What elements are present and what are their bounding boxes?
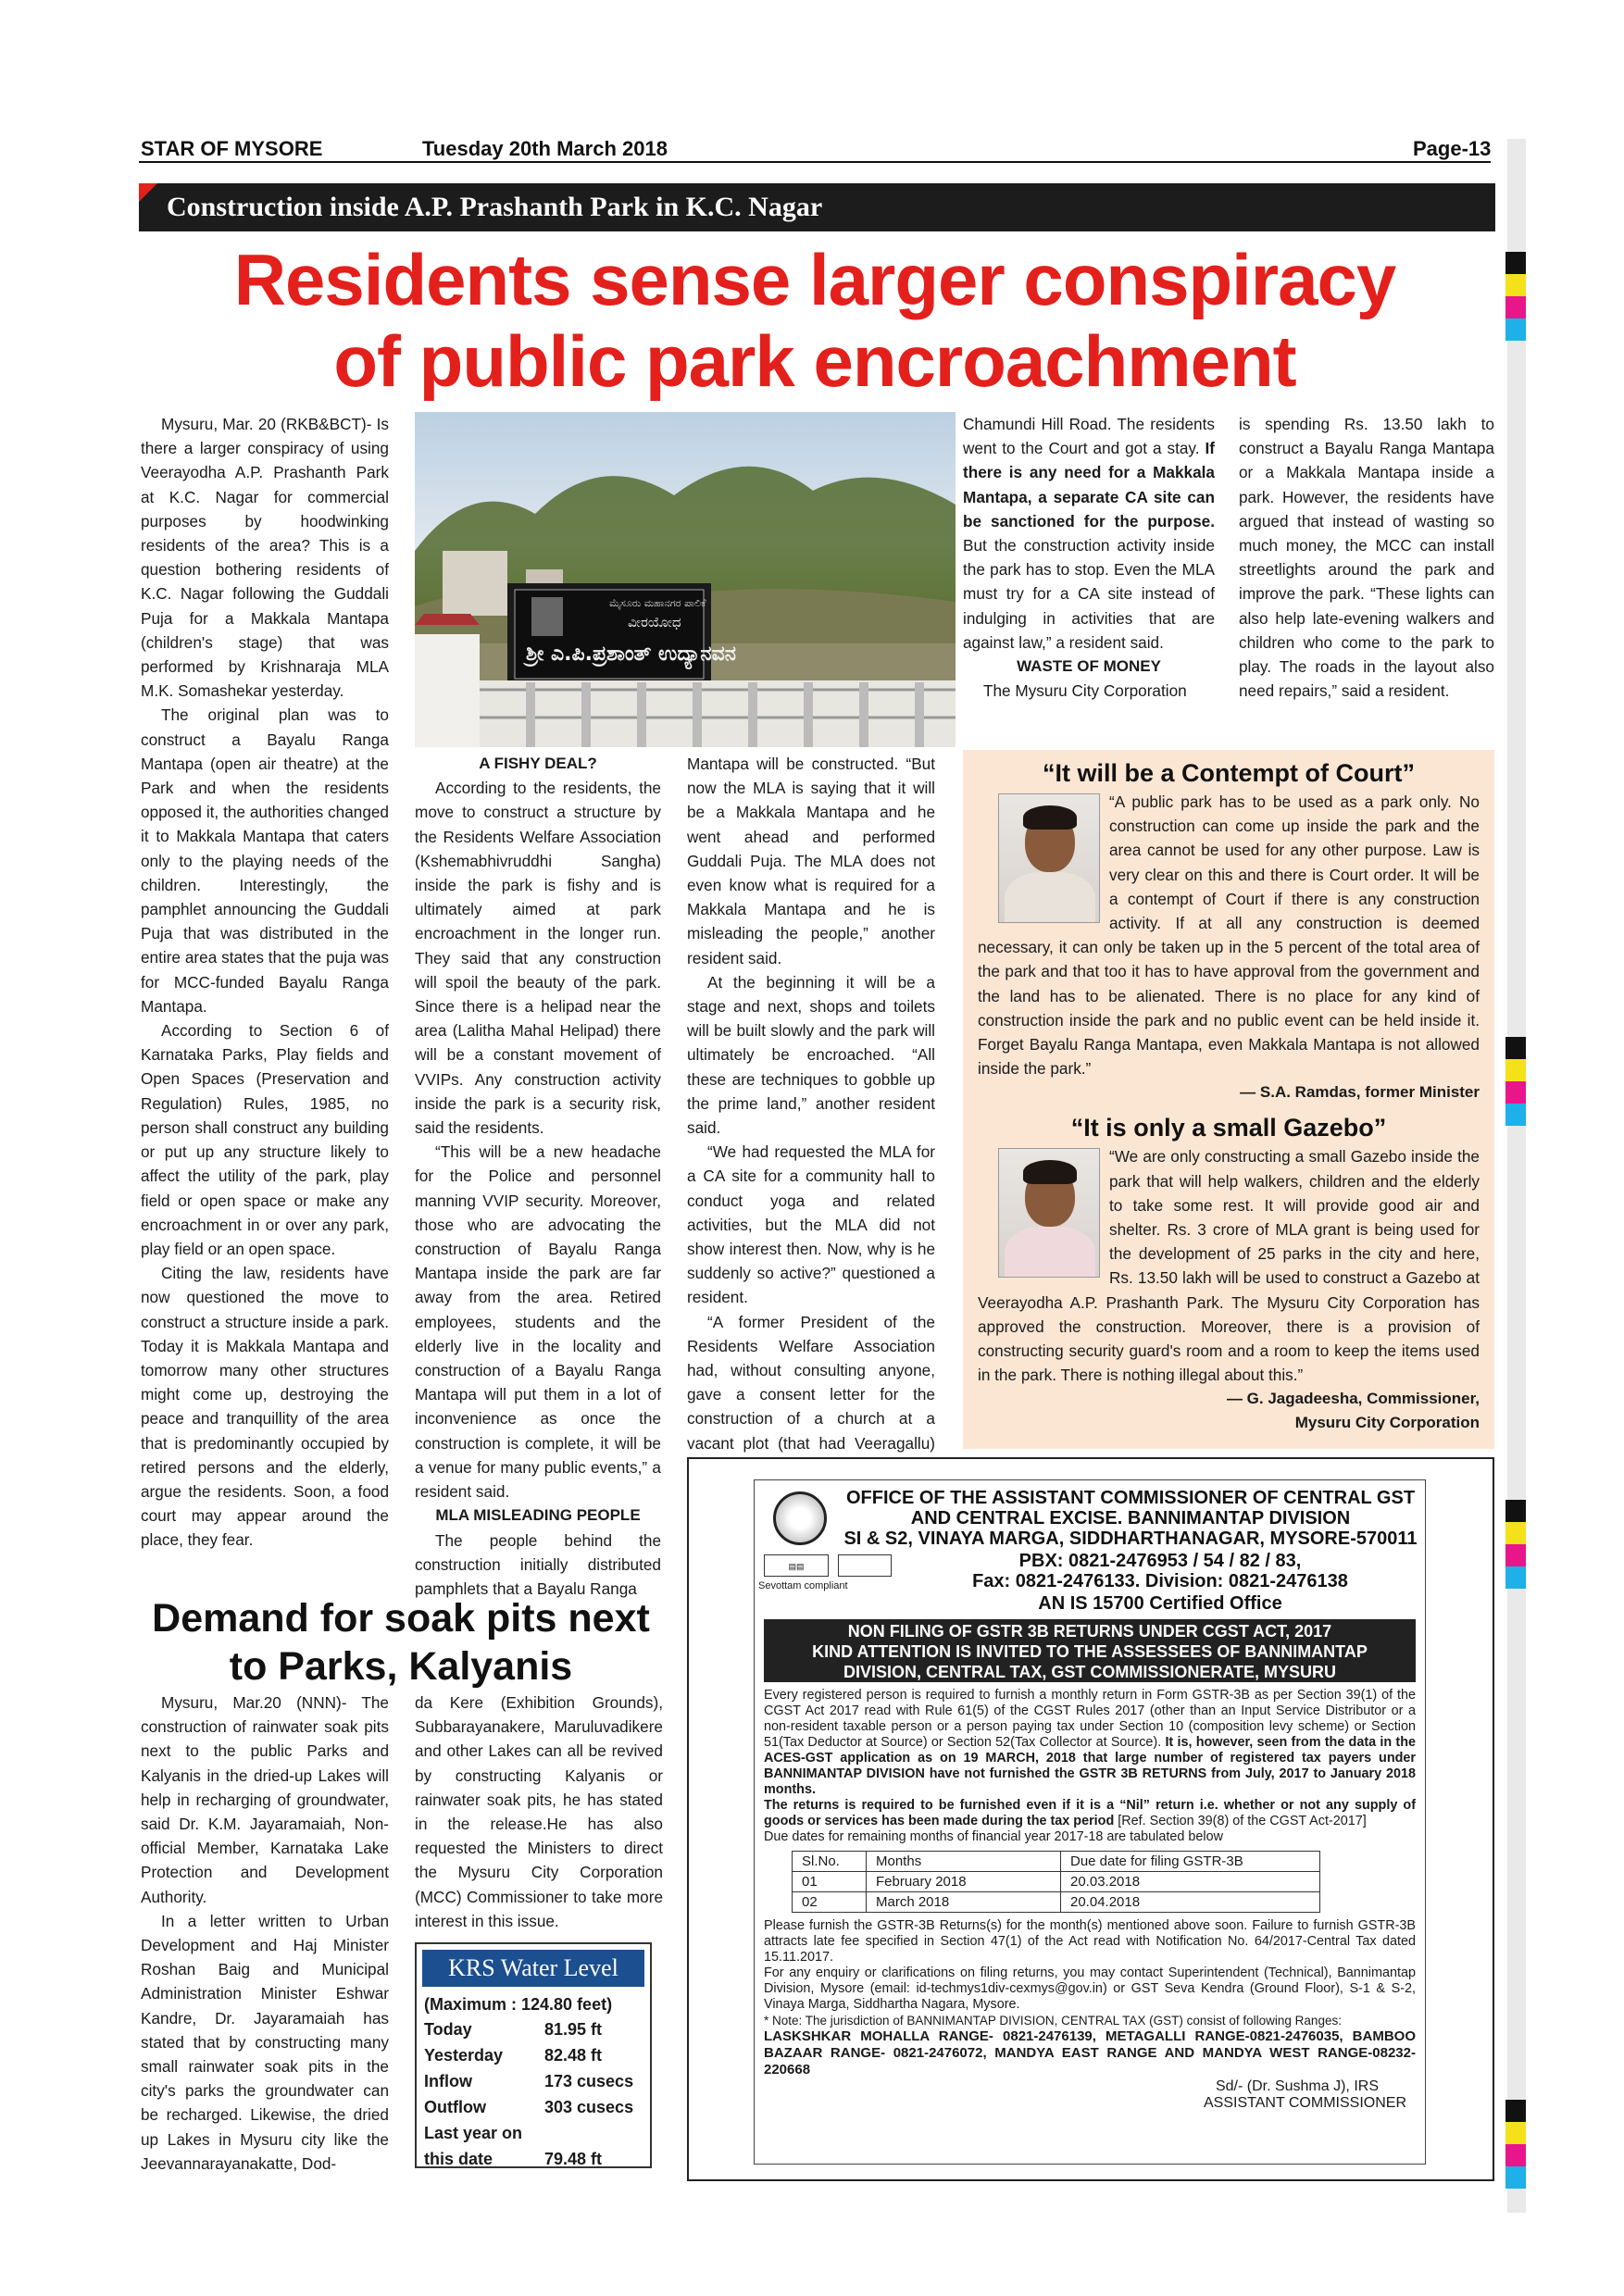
sign-line2: ವೀರಯೋಧ xyxy=(628,614,681,630)
headline-line2: of public park encroachment xyxy=(333,320,1296,402)
crop-mark xyxy=(1505,1500,1526,1589)
bold-run: It is, however, seen from the data in the ACES-GST application as on 19 MARCH, 2018 that large number of registered tax payers under BANNIMANTAP DIVISION have not furnished the GSTR 3B RETURNS from July, 2017 to January 2018 months. xyxy=(764,1735,1416,1797)
krs-label: Last year on xyxy=(424,2124,523,2142)
ad-pbx: PBX: 0821-2476953 / 54 / 82 / 83, xyxy=(1018,1551,1302,1571)
jagadeesha-photo xyxy=(998,1148,1100,1278)
story2-head-line1: Demand for soak pits next xyxy=(152,1596,650,1641)
bold-run: The returns is required to be furnished even if it is a “Nil” return i.e. whether or not any supply of goods or services has been made during the tax period xyxy=(764,1798,1416,1828)
paper-name: STAR OF MYSORE xyxy=(141,137,323,160)
story-column-2 xyxy=(415,752,661,1601)
nation-market-logo: ▤▤ xyxy=(764,1554,829,1577)
cell: 20.03.2018 xyxy=(1061,1872,1320,1892)
paragraph: Mantapa will be constructed. “But now the MLA is saying that it will be a Makkala Mantapa and he went ahead and performed Guddali Puja. The MLA does not even know what is required for a Makkala Mantapa and he is misleading the people,” another resident said. xyxy=(687,755,935,967)
ad-signature-title: ASSISTANT COMMISSIONER xyxy=(1204,2095,1406,2111)
story2-column-2 xyxy=(415,1691,663,1933)
table-row xyxy=(793,1892,1320,1913)
story2-column-1 xyxy=(141,1691,389,2176)
story2-headline xyxy=(137,1594,665,1691)
subhead-fishy-deal: A FISHY DEAL? xyxy=(479,755,597,772)
ad-note: * Note: The jurisdiction of BANNIMANTAP DIVISION, CENTRAL TAX (GST) consist of following Ranges: xyxy=(764,2014,1342,2028)
paragraph: “A former President of the Residents Welfare Association had, without consulting anyone, gave a consent letter for the construction of a church at a vacant plot (that had Veeragallu) xyxy=(687,1312,935,1453)
krs-label: Outflow xyxy=(424,2098,486,2116)
kicker-text: Construction inside A.P. Prashanth Park in K.C. Nagar xyxy=(167,192,823,222)
krs-value: 173 cusecs xyxy=(544,2072,634,2090)
krs-value: 303 cusecs xyxy=(544,2098,634,2116)
paragraph: At the beginning it will be a stage and next, shops and toilets will be built slowly and the park will ultimately be encroached. “All these are techniques to gobble up the prime land,” another resident said. xyxy=(687,972,935,1138)
krs-row xyxy=(424,2146,639,2172)
quote2-body: “We are only constructing a small Gazebo inside the park that will help walkers, children and the elderly to take some rest. It will provide good air and shelter. Rs. 3 crore of MLA grant is being used for the development of 25 parks in the city and here, Rs. 13.50 lakh will be used to construct a Gazebo at Veerayodha A.P. Prashanth Park. The Mysuru City Corporation has approved the construction. Moreover, there is a provision of constructing security guard's room and a room to keep the items used in the park. There is nothing illegal about this.” xyxy=(978,1147,1480,1385)
gst-advertisement xyxy=(687,1457,1494,2181)
cell: 20.04.2018 xyxy=(1061,1892,1320,1913)
text-run: Every registered person is required to furnish a monthly return in Form GSTR-3B as per Section 39(1) of the CGST Act 2017 read with Rule 61(5) of the CGST Rules 2017 (other than an Input Service Distributor or a non-resident taxable person or a person paying tax under Section 10 (composition levy scheme) or Section 51(Tax Deductor at Source) or Section 52(Tax Collector at Source). xyxy=(764,1688,1416,1750)
table-header xyxy=(793,1852,1320,1872)
crop-mark xyxy=(1505,1037,1526,1126)
text-run: But the construction activity inside the park has to stop. Even the MLA must try for a CA site instead of indulging in activities that are against law,” a resident said. xyxy=(963,536,1215,652)
paragraph: da Kere (Exhibition Grounds), Subbarayanakere, Maruluvadikere and other Lakes can all be revived by constructing Kalyanis or rainwater soak pits, he has stated in the release.He has also requested the Ministers to direct the Mysuru City Corporation (MCC) Commissioner to take more interest in this issue. xyxy=(415,1693,663,1930)
paragraph: According to Section 6 of Karnataka Parks, Play fields and Open Spaces (Preservation and Regulation) Rules, 1985, no person shall construct any building or put up any structure likely to affect the utility of the park, play field or open space or make any encroachment in or over any park, play field or an open space. xyxy=(141,1021,389,1258)
krs-maximum: (Maximum : 124.80 feet) xyxy=(424,1995,613,2014)
krs-label: this date xyxy=(424,2150,493,2168)
paragraph: Citing the law, residents have now questioned the move to construct a structure inside a park. Today it is Makkala Mantapa and tomorrow many other structures might come up, destroying the peace and tranquillity of the area that is predominantly occupied by retired persons and the elderly, argue the residents. Soon, a food court may appear around the place, they fear. xyxy=(141,1264,389,1550)
bis-logo xyxy=(838,1554,892,1577)
due-date-table xyxy=(792,1851,1320,1913)
krs-value: 82.48 ft xyxy=(544,2046,603,2065)
crop-mark xyxy=(1505,2100,1526,2189)
ad-certified: AN IS 15700 Certified Office xyxy=(1038,1593,1282,1614)
krs-label: Inflow xyxy=(424,2072,472,2090)
quote1-title: “It will be a Contempt of Court” xyxy=(1043,759,1415,787)
story-column-3 xyxy=(687,752,935,1479)
sign-line1: ಮೈಸೂರು ಮಹಾನಗರ ಪಾಲಿಕೆ xyxy=(609,597,706,609)
ad-para5: For any enquiry or clarifications on filing returns, you may contact Superintendent (Technical), Bannimantap Division, Mysore (email: id-techmys1div-cexmys@gov.in) or GST Seva Kendra (Ground Floor), S-1 & S-2, Vinaya Marga, Siddhartha Nagara, Mysore. xyxy=(764,1965,1416,2012)
ad-address: SI & S2, VINAYA MARGA, SIDDHARTHANAGAR, MYSORE-570011 xyxy=(843,1529,1418,1549)
quote1-body: “A public park has to be used as a park only. No construction can come up inside the park and the area cannot be used for any other purpose. Law is very clear on this and there is Court order. It will be a contempt of Court if there is any construction activity. If at all any construction is deemed necessary, it can only be taken up in the 5 percent of the total area of the park and that too it has to have approval from the government and the land has to be alienated. There is no place for any kind of construction inside the park and no public event can be held inside it. Forget Bayalu Ranga Mantapa, even Makkala Mantapa is not allowed inside the park.” xyxy=(978,792,1480,1079)
quote2-text xyxy=(978,1144,1480,1387)
page-number: Page-13 xyxy=(1413,137,1492,160)
th-months: Months xyxy=(867,1852,1061,1872)
krs-row xyxy=(424,2120,639,2146)
paragraph: Mysuru, Mar. 20 (RKB&BCT)- Is there a larger conspiracy of using Veerayodha A.P. Prashanth Park at K.C. Nagar for commercial purposes by hoodwinking residents of the area? This is a question bothering residents of K.C. Nagar following the Guddali Puja for a Makkala Mantapa (children's stage) that was performed by Krishnaraja MLA M.K. Somashekar yesterday. xyxy=(141,415,389,701)
paragraph: Mysuru, Mar.20 (NNN)- The construction of rainwater soak pits next to the public Parks and Kalyanis in the dried-up Lakes will help in recharging of groundwater, said Dr. K.M. Jayaramaiah, Non-official Member, Karnataka Lake Protection and Development Authority. xyxy=(141,1693,389,1906)
text-run: [Ref. Section 39(8) of the CGST Act-2017] xyxy=(1118,1814,1367,1828)
ramdas-photo xyxy=(998,793,1100,923)
paragraph: The Mysuru City Corporation xyxy=(983,681,1187,701)
subhead-waste-of-money: WASTE OF MONEY xyxy=(1017,657,1161,676)
ad-office-line1: OFFICE OF THE ASSISTANT COMMISSIONER OF CENTRAL GST xyxy=(845,1488,1416,1508)
ad-inner-frame xyxy=(754,1479,1426,2165)
headline-line1: Residents sense larger conspiracy xyxy=(233,239,1396,320)
band-line1: NON FILING OF GSTR 3B RETURNS UNDER CGST ACT, 2017 xyxy=(847,1622,1332,1641)
paragraph: The people behind the construction initially distributed pamphlets that a Bayalu Ranga xyxy=(415,1530,661,1598)
cell: February 2018 xyxy=(867,1872,1061,1892)
krs-label: Today xyxy=(424,2020,472,2039)
th-due-date: Due date for filing GSTR-3B xyxy=(1061,1852,1320,1872)
ad-ranges: LASKSHKAR MOHALLA RANGE- 0821-2476139, METAGALLI RANGE-0821-2476035, BAMBOO BAZAAR RANGE- 0821-2476072, MANDYA EAST RANGE AND MANDYA WEST RANGE-08232-220668 xyxy=(764,2028,1416,2078)
band-line3: DIVISION, CENTRAL TAX, GST COMMISSIONERATE, MYSURU xyxy=(843,1663,1337,1681)
paragraph: In a letter written to Urban Development and Haj Minister Roshan Baig and Municipal Administration Minister Eshwar Kandre, Dr. Jayaramaiah has stated that by constructing many small rainwater soak pits in the city's parks the groundwater can be recharged. Likewise, the dried up Lakes in Mysuru city like the Jeevannarayanakatte, Dod- xyxy=(141,1911,389,2173)
paragraph: is spending Rs. 13.50 lakh to construct a Bayalu Ranga Mantapa or a Makkala Mantapa inside a park. However, the residents have argued that instead of wasting so much money, the MCC can install streetlights around the park and improve the park. “These lights can also help late-evening walkers and children who come to the park to play. The roads in the layout also need repairs,” said a resident. xyxy=(1239,415,1494,701)
paragraph xyxy=(963,412,1215,655)
krs-row xyxy=(424,2094,639,2120)
krs-table xyxy=(424,2016,639,2172)
cell: 02 xyxy=(793,1892,867,1913)
bold-run: If there is any need for a Makkala Mantapa, a separate CA site can be sanctioned for the purpose. xyxy=(963,439,1216,530)
header-rule xyxy=(139,161,1491,163)
subhead-mla-misleading: MLA MISLEADING PEOPLE xyxy=(435,1506,641,1525)
ad-para1 xyxy=(764,1688,1416,1798)
krs-row xyxy=(424,2042,639,2068)
krs-value: 79.48 ft xyxy=(544,2150,603,2168)
ad-signature: Sd/- (Dr. Sushma J), IRS xyxy=(1215,2078,1379,2094)
quote2-title: “It is only a small Gazebo” xyxy=(1070,1114,1387,1142)
krs-row xyxy=(424,2068,639,2094)
sign-line3: ಶ್ರೀ ಎ.ಪಿ.ಪ್ರಶಾಂತ್ ಉದ್ಯಾನವನ xyxy=(526,643,737,666)
ad-para3: Due dates for remaining months of financial year 2017-18 are tabulated below xyxy=(764,1829,1223,1844)
ad-office-line2: AND CENTRAL EXCISE. BANNIMANTAP DIVISION xyxy=(910,1508,1351,1529)
quote2-signature-1: — G. Jagadeesha, Commissioner, xyxy=(1226,1390,1480,1408)
story2-head-line2: to Parks, Kalyanis xyxy=(229,1644,573,1689)
kicker-bar xyxy=(139,183,1495,231)
ad-fax: Fax: 0821-2476133. Division: 0821-2476138 xyxy=(972,1571,1348,1591)
krs-row xyxy=(424,2016,639,2042)
quote1-text xyxy=(978,790,1480,1080)
park-gate-illustration xyxy=(415,412,956,747)
ad-para2 xyxy=(764,1798,1416,1829)
quote2-signature-2: Mysuru City Corporation xyxy=(1294,1414,1480,1432)
sevottam-badge: Sevottam compliant xyxy=(758,1580,848,1591)
cell: March 2018 xyxy=(867,1892,1061,1913)
color-strip xyxy=(1507,139,1526,2213)
krs-label: Yesterday xyxy=(424,2046,504,2065)
paragraph: “This will be a new headache for the Police and personnel manning VVIP security. Moreover, those who are advocating the construction of Bayalu Ranga Mantapa inside the park are far away from the area. Retired employees, students and the elderly live in the locality and construction of a Bayalu Ranga Mantapa will put them in a lot of inconvenience as once the construction is complete, it will be a venue for many public events,” a resident said. xyxy=(415,1142,661,1502)
krs-value: 81.95 ft xyxy=(544,2020,603,2039)
park-photo xyxy=(415,412,956,747)
krs-water-level-box xyxy=(415,1942,652,2168)
emblem-icon xyxy=(773,1491,827,1545)
cell: 01 xyxy=(793,1872,867,1892)
paragraph: “We had requested the MLA for a CA site for a community hall to conduct yoga and related activities, but the MLA did not show interest then. Now, why is he suddenly so active?” questioned a resident. xyxy=(687,1142,935,1307)
quotes-box xyxy=(963,750,1494,1449)
ad-notice-band xyxy=(764,1619,1416,1682)
paragraph: The original plan was to construct a Bayalu Ranga Mantapa (open air theatre) at the Park and when the residents opposed it, the authorities changed it to Makkala Mantapa that caters only to the playing needs of the children. Interestingly, the pamphlet announcing the Guddali Puja that was distributed in the entire area states that the puja was for MCC-funded Bayalu Ranga Mantapa. xyxy=(141,705,389,1016)
quote1-signature: — S.A. Ramdas, former Minister xyxy=(1240,1083,1480,1102)
table-row xyxy=(793,1872,1320,1892)
ad-body xyxy=(764,1688,1416,2112)
paragraph: According to the residents, the move to construct a structure by the Residents Welfare Association (Kshemabhivruddhi Sangha) inside the park is fishy and is ultimately aimed at park encroachment in the longer run. They said that any construction will spoil the beauty of the park. Since there is a helipad near the area (Lalitha Mahal Helipad) there will be a constant movement of VVIPs. Any construction activity inside the park is a security risk, said the residents. xyxy=(415,779,661,1138)
issue-date: Tuesday 20th March 2018 xyxy=(422,137,668,160)
th-slno: Sl.No. xyxy=(793,1852,867,1872)
story-column-5 xyxy=(1239,412,1494,703)
krs-value xyxy=(544,2120,639,2146)
story-column-1 xyxy=(141,412,389,1553)
ad-para4: Please furnish the GSTR-3B Returns(s) for the month(s) mentioned above soon. Failure to furnish GSTR-3B attracts late fee specified in Section 47(1) of the Act read with Notification No. 64/2017-Central Tax dated 15.11.2017. xyxy=(764,1918,1416,1965)
krs-title: KRS Water Level xyxy=(422,1950,644,1987)
kicker-corner xyxy=(139,183,157,202)
text-run: Chamundi Hill Road. The residents went to the Court and got a stay. xyxy=(963,415,1215,458)
band-line2: KIND ATTENTION IS INVITED TO THE ASSESSEES OF BANNIMANTAP xyxy=(812,1642,1368,1661)
story-column-4 xyxy=(963,412,1215,703)
